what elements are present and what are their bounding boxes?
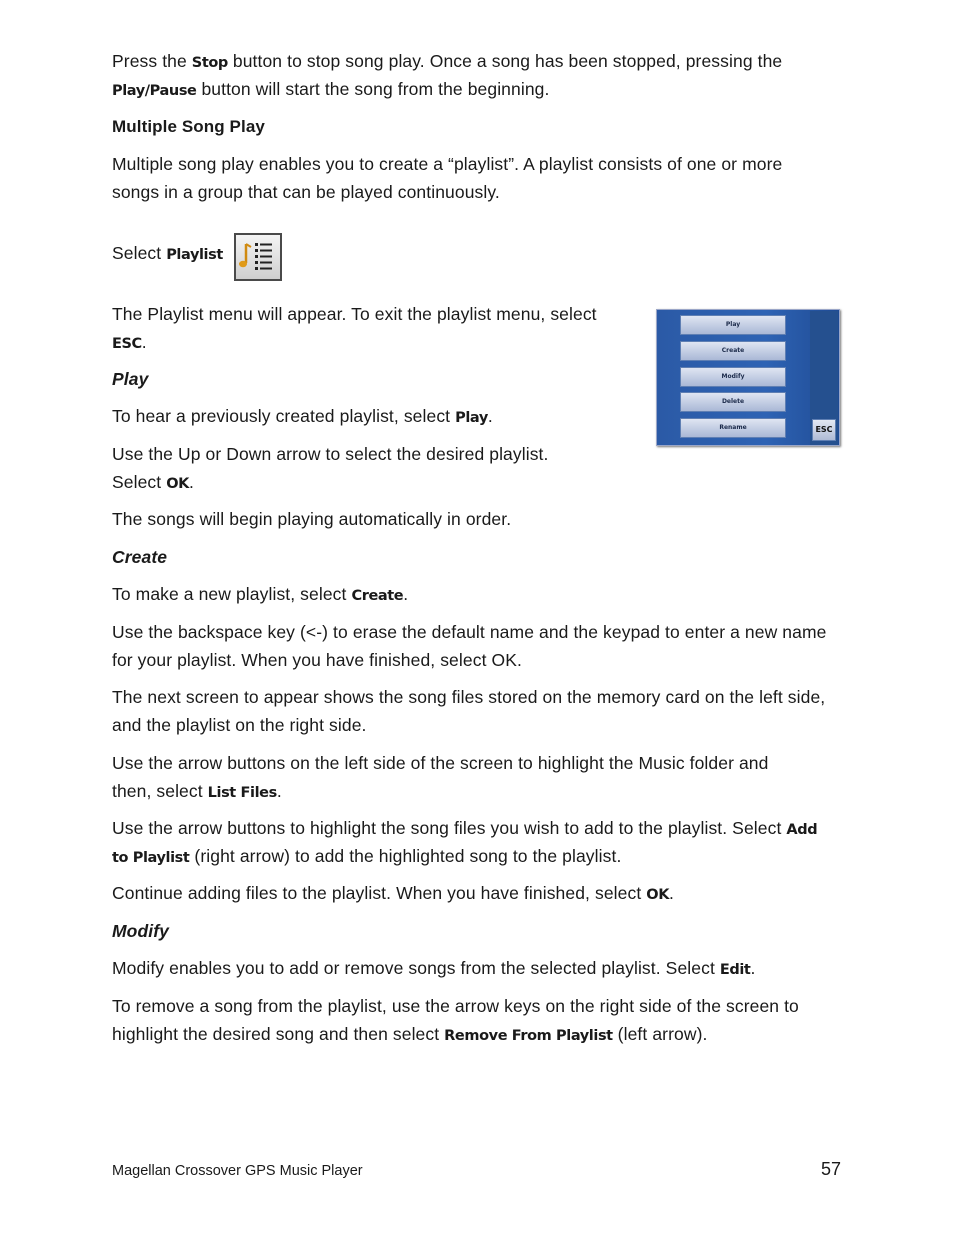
text: Select (112, 243, 167, 263)
playlist-icon (234, 233, 282, 281)
to-playlist-label: to Playlist (112, 850, 190, 866)
play-label: Play (455, 410, 488, 426)
paragraph-create-5-line2 (112, 842, 621, 872)
text: then, select (112, 781, 208, 801)
paragraph-modify-1 (112, 954, 755, 984)
text: . (141, 332, 147, 352)
remove-from-playlist-label: Remove From Playlist (444, 1028, 613, 1044)
create-label: Create (351, 588, 404, 604)
paragraph-menu-line2 (112, 328, 147, 358)
ok-label: OK (646, 887, 670, 903)
paragraph-play-3: The songs will begin playing automatically in order. (112, 509, 512, 529)
paragraph-create-6 (112, 879, 674, 909)
edit-label: Edit (719, 962, 751, 978)
paragraph-stop-line2 (112, 75, 549, 105)
add-label: Add (786, 822, 818, 838)
menu-delete-button[interactable]: Delete (680, 392, 786, 412)
text: (right arrow) to add the highlighted song to the playlist. (189, 846, 622, 866)
paragraph-multiple-line2: songs in a group that can be played continuously. (112, 182, 500, 202)
text: . (750, 958, 756, 978)
text: Modify enables you to add or remove songs from the selected playlist. Select (112, 958, 720, 978)
paragraph-create-4-line2 (112, 777, 282, 807)
text: Continue adding files to the playlist. When you have finished, select (112, 883, 647, 903)
text: . (487, 406, 493, 426)
list-files-label: List Files (207, 785, 277, 801)
text: button will start the song from the beginning. (196, 79, 550, 99)
paragraph-create-2-line1: Use the backspace key (<-) to erase the default name and the keypad to enter a new name (112, 622, 827, 642)
text: button to stop song play. Once a song has been stopped, pressing the (227, 51, 783, 71)
text: To make a new playlist, select (112, 584, 352, 604)
esc-label: ESC (112, 336, 142, 352)
paragraph-modify-2-line1: To remove a song from the playlist, use the arrow keys on the right side of the screen to (112, 996, 799, 1016)
menu-modify-button[interactable]: Modify (680, 367, 786, 387)
paragraph-stop-line1 (112, 47, 782, 77)
heading-play: Play (112, 369, 149, 389)
playlist-menu-screenshot (656, 309, 840, 446)
stop-label: Stop (191, 55, 228, 71)
menu-create-button[interactable]: Create (680, 341, 786, 361)
paragraph-create-4-line1: Use the arrow buttons on the left side of the screen to highlight the Music folder and (112, 753, 769, 773)
text: . (188, 472, 194, 492)
paragraph-play-2-line1: Use the Up or Down arrow to select the desired playlist. (112, 444, 549, 464)
text: . (276, 781, 282, 801)
paragraph-create-1 (112, 580, 408, 610)
text: Press the (112, 51, 192, 71)
text: . (669, 883, 674, 903)
menu-esc-button[interactable]: ESC (812, 419, 836, 441)
heading-modify: Modify (112, 921, 169, 941)
playlist-icon-graphic (236, 235, 280, 279)
play-pause-label: Play/Pause (112, 83, 197, 99)
select-playlist-line (112, 239, 223, 269)
menu-rename-button[interactable]: Rename (680, 418, 786, 438)
paragraph-modify-2-line2 (112, 1020, 707, 1050)
heading-multiple-song-play: Multiple Song Play (112, 117, 265, 136)
text: Select (112, 472, 167, 492)
menu-play-button[interactable]: Play (680, 315, 786, 335)
paragraph-multiple-line1: Multiple song play enables you to create a “playlist”. A playlist consists of one or more (112, 154, 783, 174)
paragraph-play-2-line2 (112, 468, 194, 498)
text: . (403, 584, 409, 604)
ok-label: OK (166, 476, 189, 492)
heading-create: Create (112, 547, 168, 567)
playlist-label: Playlist (166, 247, 223, 263)
paragraph-create-5-line1 (112, 814, 817, 844)
paragraph-create-3-line1: The next screen to appear shows the song files stored on the memory card on the left side, (112, 687, 826, 707)
paragraph-create-3-line2: and the playlist on the right side. (112, 715, 367, 735)
text: Use the arrow buttons to highlight the song files you wish to add to the playlist. Select (112, 818, 787, 838)
paragraph-create-2-line2: for your playlist. When you have finished, select OK. (112, 650, 522, 670)
page-number: 57 (820, 1159, 841, 1179)
text: (left arrow). (612, 1024, 708, 1044)
paragraph-menu-line1: The Playlist menu will appear. To exit the playlist menu, select (112, 304, 597, 324)
footer-title: Magellan Crossover GPS Music Player (112, 1163, 363, 1179)
text: highlight the desired song and then select (112, 1024, 445, 1044)
text: To hear a previously created playlist, select (112, 406, 456, 426)
paragraph-play-1 (112, 402, 493, 432)
